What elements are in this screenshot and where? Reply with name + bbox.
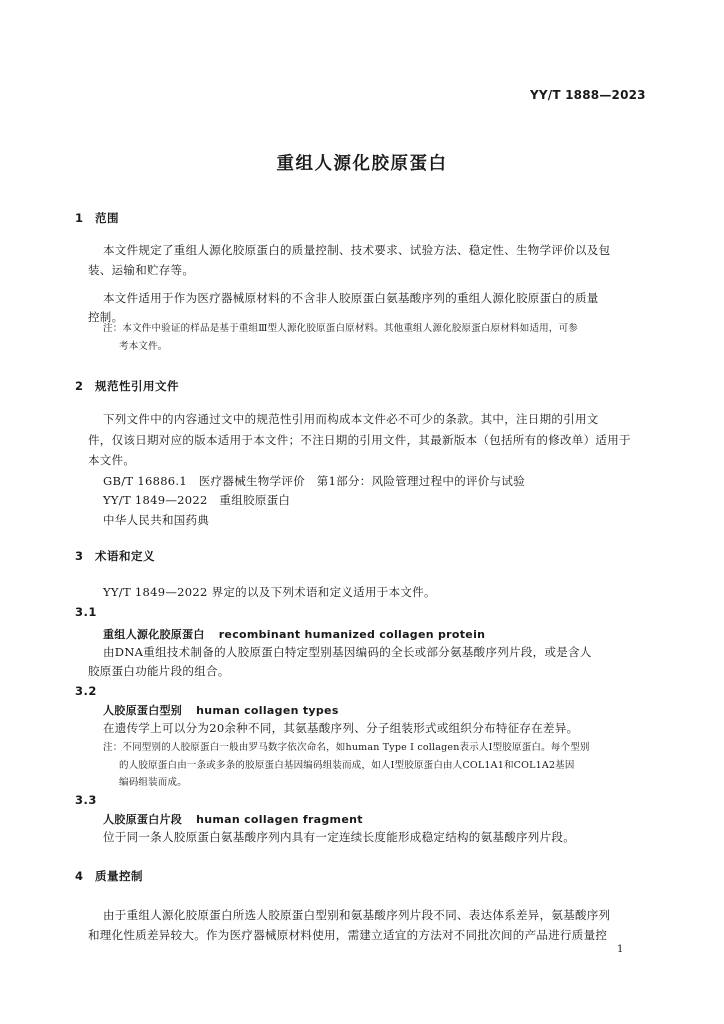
- section-title: 规范性引用文件: [95, 379, 179, 393]
- section-number: 3: [75, 549, 84, 563]
- paragraph-line: 件，仅该日期对应的版本适用于本文件；不注日期的引用文件，其最新版本（包括所有的修改单）适用于: [88, 433, 631, 447]
- section-number: 2: [75, 379, 84, 393]
- standard-number: YY/T 1888—2023: [530, 88, 646, 102]
- note-line: 的人胶原蛋白由一条或多条的胶原蛋白基因编码组装而成，如人Ⅰ型胶原蛋白由人COL1A1和COL1A2基因: [119, 760, 575, 771]
- reference-item: GB/T 16886.1 医疗器械生物学评价 第1部分：风险管理过程中的评价与试验: [103, 474, 526, 488]
- section-title: 质量控制: [95, 869, 143, 883]
- paragraph-line: 本文件规定了重组人源化胶原蛋白的质量控制、技术要求、试验方法、稳定性、生物学评价以及包: [103, 243, 611, 257]
- note-line: 注：不同型别的人胶原蛋白一般由罗马数字依次命名，如human Type Ⅰ collagen表示人Ⅰ型胶原蛋白。每个型别: [103, 742, 590, 753]
- term-number: 3.1: [75, 605, 97, 619]
- paragraph-line: YY/T 1849—2022 界定的以及下列术语和定义适用于本文件。: [103, 585, 436, 599]
- paragraph-line: 由于重组人源化胶原蛋白所选人胶原蛋白型别和氨基酸序列片段不同、表达体系差异，氨基酸序列: [103, 908, 611, 922]
- definition-line: 胶原蛋白功能片段的组合。: [88, 664, 230, 678]
- reference-item: YY/T 1849—2022 重组胶原蛋白: [103, 493, 291, 507]
- term-en: human collagen fragment: [196, 813, 363, 826]
- term-zh: 人胶原蛋白型别: [103, 704, 183, 717]
- definition-line: 由DNA重组技术制备的人胶原蛋白特定型别基因编码的全长或部分氨基酸序列片段，或是含人: [103, 645, 592, 659]
- term-heading: [103, 811, 363, 827]
- definition-line: 位于同一条人胶原蛋白氨基酸序列内具有一定连续长度能形成稳定结构的氨基酸序列片段。: [103, 830, 575, 844]
- section-1-heading: [75, 210, 119, 226]
- section-title: 术语和定义: [95, 549, 155, 563]
- note-line: 考本文件。: [119, 341, 168, 352]
- term-en: recombinant humanized collagen protein: [218, 628, 486, 641]
- note-line: 编码组装而成。: [119, 777, 187, 788]
- term-number: 3.3: [75, 793, 97, 807]
- term-zh: 人胶原蛋白片段: [103, 813, 183, 826]
- section-number: 4: [75, 869, 84, 883]
- term-number: 3.2: [75, 684, 97, 698]
- section-title: 范围: [95, 211, 119, 225]
- section-3-heading: [75, 548, 155, 564]
- page-number: 1: [617, 944, 624, 955]
- document-title: 重组人源化胶原蛋白: [276, 154, 448, 174]
- paragraph-line: 控制。: [88, 310, 124, 324]
- paragraph-line: 下列文件中的内容通过文中的规范性引用而构成本文件必不可少的条款。其中，注日期的引用文: [103, 412, 599, 426]
- section-4-heading: [75, 868, 143, 884]
- term-heading: [103, 626, 485, 642]
- note-line: 注：本文件中验证的样品是基于重组Ⅲ型人源化胶原蛋白原材料。其他重组人源化胶原蛋白原材料如适用，可参: [103, 323, 578, 334]
- definition-line: 在遗传学上可以分为20余种不同，其氨基酸序列、分子组装形式或组织分布特征存在差异。: [103, 721, 579, 735]
- term-zh: 重组人源化胶原蛋白: [103, 628, 205, 641]
- term-en: human collagen types: [196, 704, 339, 717]
- section-number: 1: [75, 211, 84, 225]
- paragraph-line: 装、运输和贮存等。: [88, 263, 195, 277]
- paragraph-line: 和理化性质差异较大。作为医疗器械原材料使用，需建立适宜的方法对不同批次间的产品进行质量控: [88, 928, 608, 942]
- paragraph-line: 本文件。: [88, 453, 136, 467]
- reference-item: 中华人民共和国药典: [103, 513, 210, 527]
- section-2-heading: [75, 378, 179, 394]
- paragraph-line: 本文件适用于作为医疗器械原材料的不含非人胶原蛋白氨基酸序列的重组人源化胶原蛋白的质量: [103, 291, 599, 305]
- term-heading: [103, 702, 339, 718]
